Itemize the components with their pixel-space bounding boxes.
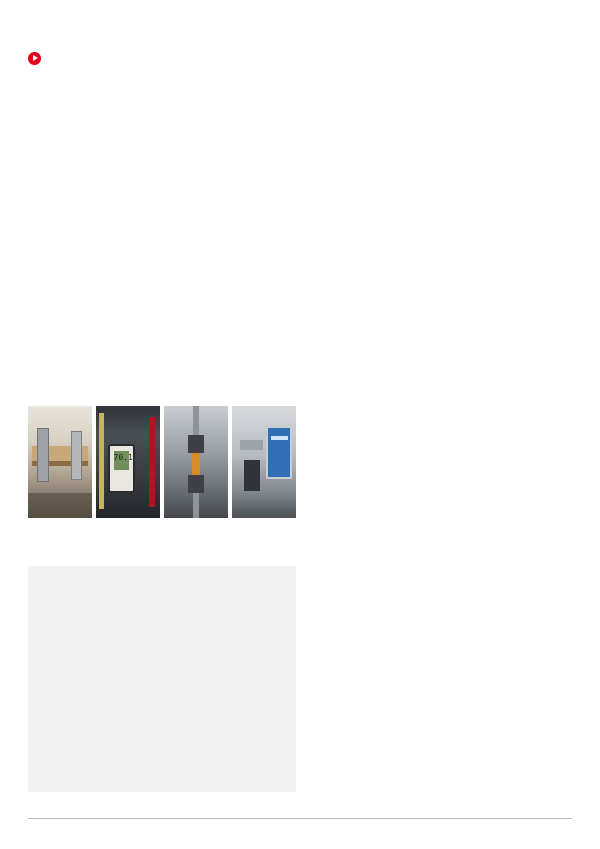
photo-coating-rig bbox=[28, 406, 92, 518]
body-column-a bbox=[28, 245, 152, 252]
photo-instrument-screen bbox=[232, 406, 296, 518]
figure5-images bbox=[28, 406, 296, 518]
peel-chart bbox=[28, 566, 296, 792]
table-caption bbox=[28, 52, 48, 65]
body-column-d bbox=[444, 66, 572, 73]
photo-multimeter-press: 70.1 bbox=[96, 406, 160, 518]
body-column-b bbox=[164, 245, 296, 252]
page-footer bbox=[28, 818, 572, 825]
photo-tensile-tester bbox=[164, 406, 228, 518]
body-column-c bbox=[306, 66, 428, 73]
chart-y-axis bbox=[54, 610, 74, 762]
chart-plot-area bbox=[74, 610, 288, 762]
arrow-bullet-icon bbox=[28, 52, 41, 65]
chart-category-labels bbox=[74, 574, 288, 608]
